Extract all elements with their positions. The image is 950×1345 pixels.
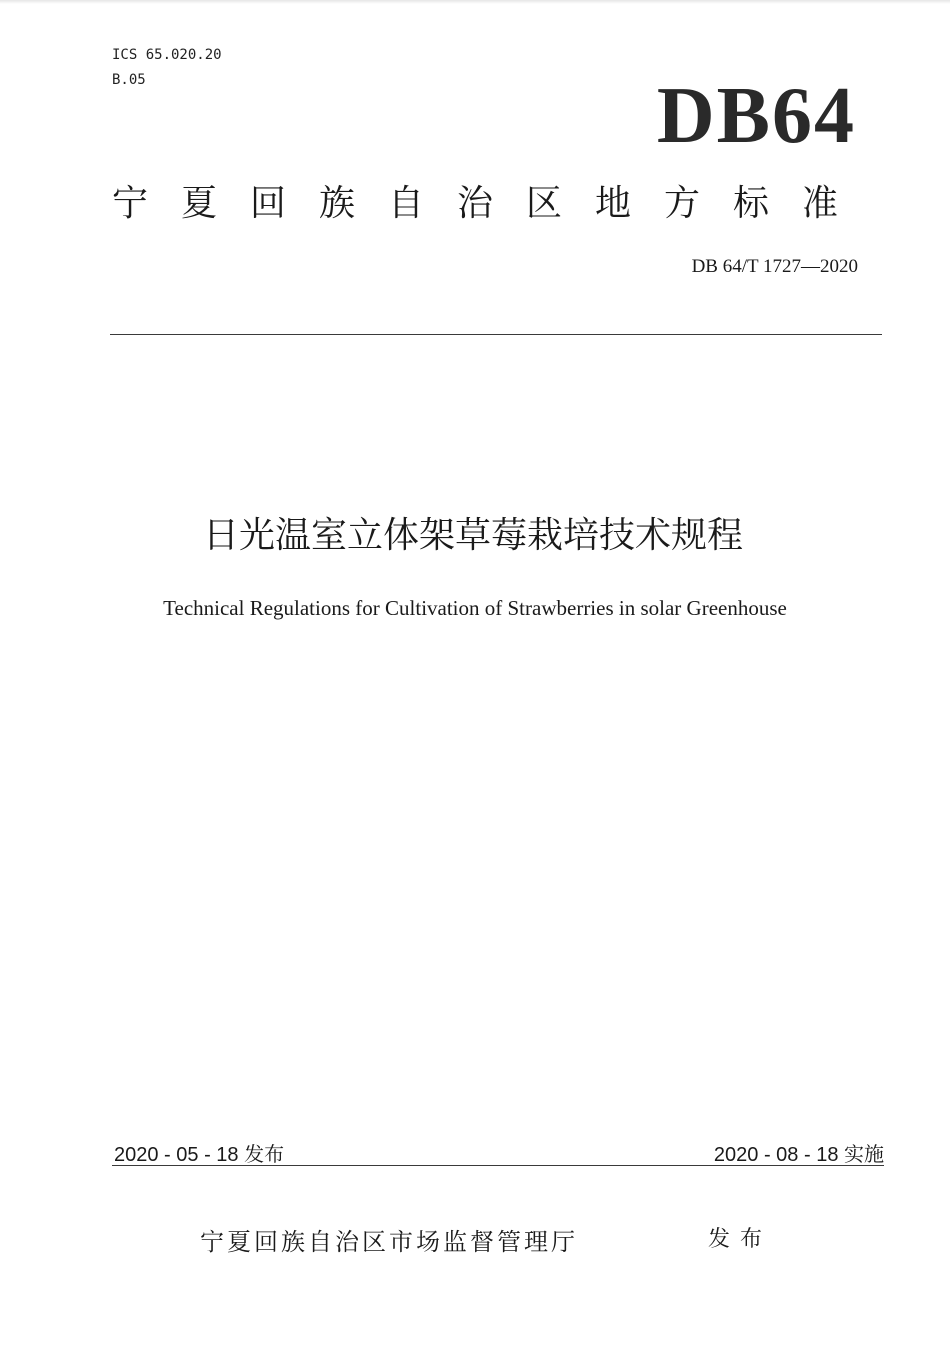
standard-logo: DB64	[656, 72, 856, 160]
release-date: 2020 - 05 - 18 发布	[114, 1144, 285, 1166]
scan-edge	[0, 0, 950, 4]
implementation-date: 2020 - 08 - 18 实施	[713, 1144, 884, 1166]
region-standard-heading: 宁夏回族自治区地方标准	[112, 183, 872, 224]
footer-divider	[112, 1165, 884, 1166]
issue-word: 发布	[708, 1227, 773, 1252]
ics-code: ICS 65.020.20	[112, 47, 222, 63]
document-title-chinese: 日光温室立体架草莓栽培技术规程	[202, 515, 743, 556]
issuing-authority: 宁夏回族自治区市场监督管理厅	[200, 1228, 578, 1256]
ccs-code: B.05	[112, 72, 146, 88]
header-divider	[110, 334, 882, 335]
document-title-english: Technical Regulations for Cultivation of Strawberries in solar Greenhouse	[163, 596, 787, 620]
standard-number: DB 64/T 1727—2020	[691, 256, 858, 277]
